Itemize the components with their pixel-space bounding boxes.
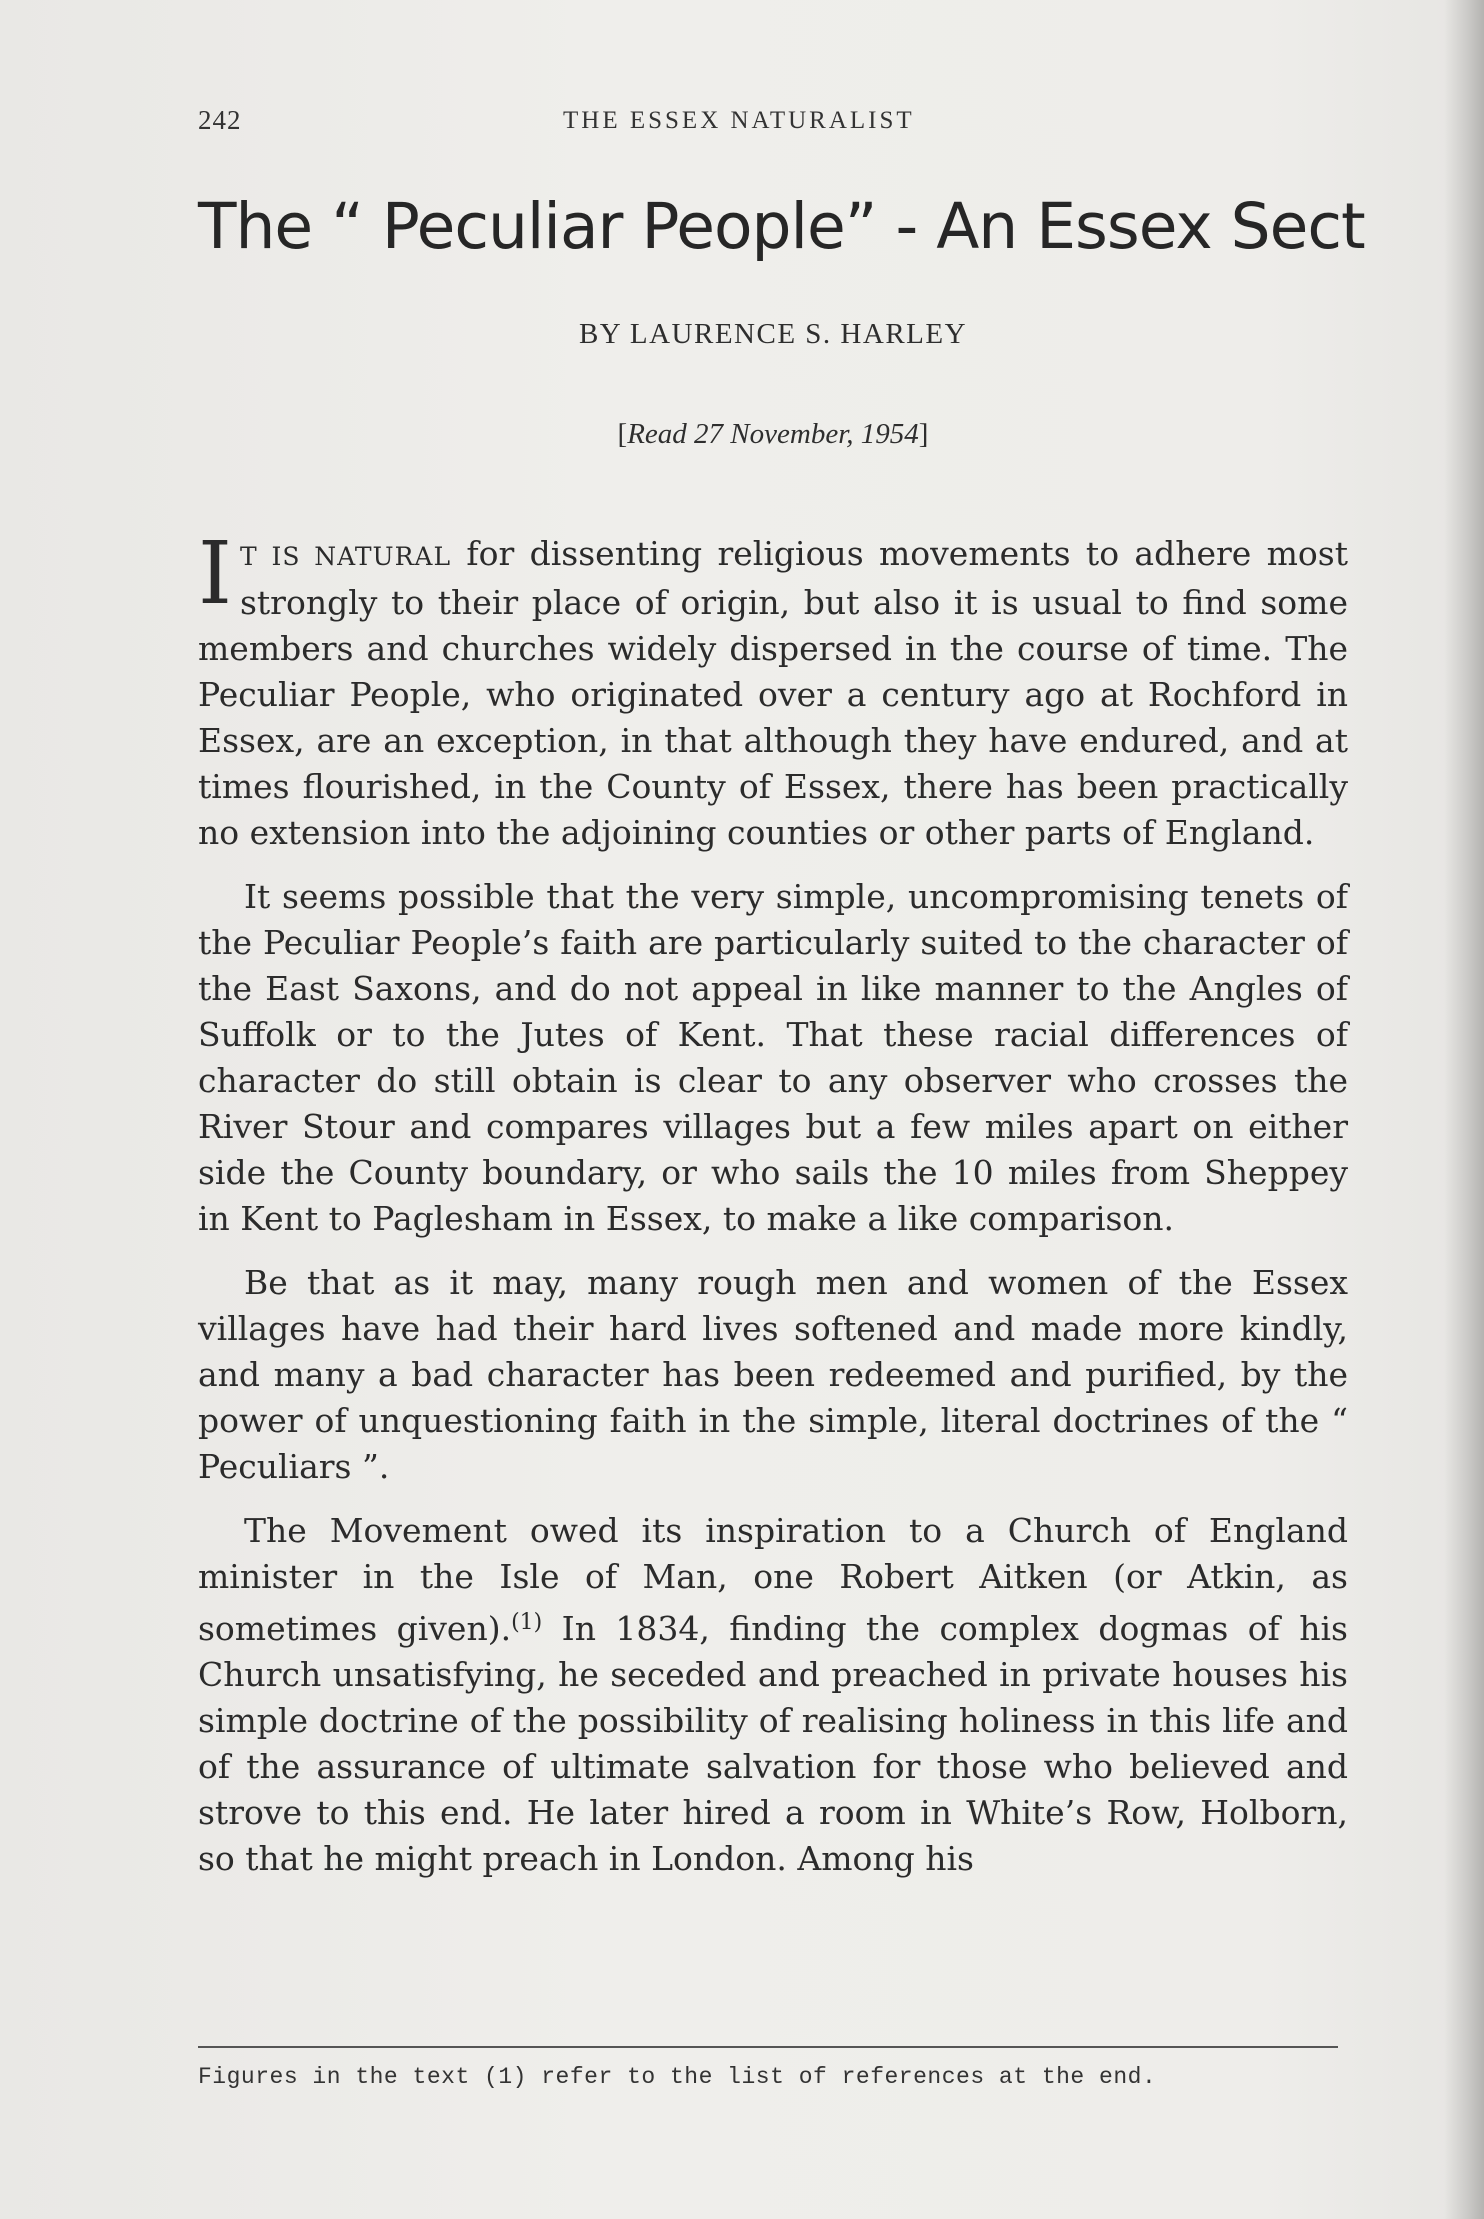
footnote-divider [198, 2046, 1338, 2048]
read-date [198, 418, 1348, 451]
running-head [198, 105, 1338, 145]
paragraph-1 [198, 524, 1348, 856]
article-title: The “ Peculiar People” - An Essex Sect [198, 190, 1365, 263]
read-date-open-bracket: [ [617, 418, 628, 450]
read-date-close-bracket: ] [918, 418, 929, 450]
paragraph-1-text: for dissenting religious movements to adhere most strongly to their place of origin, but also it is usual to find some members and churches widely dispersed in the course of time. The Peculiar People, who originated over a century ago at Rochford in Essex, are an exception, in that although they have endured, and at times flourished, in the County of Essex, there has been practically no extension into the adjoining counties or other parts of England. [198, 534, 1348, 852]
paragraph-4 [198, 1508, 1348, 1882]
article-byline: BY LAURENCE S. HARLEY [578, 318, 968, 350]
page-edge-shadow [1444, 0, 1484, 2219]
footnote: Figures in the text (1) refer to the list of references at the end. [198, 2064, 1157, 2090]
paragraph-2: It seems possible that the very simple, uncompromising tenets of the Peculiar People’s faith are particularly suited to the character of the East Saxons, and do not appeal in like manner to the Angles of Suffolk or to the Jutes of Kent. That these racial differences of character do still obtain is clear to any observer who crosses the River Stour and compares villages but a few miles apart on either side the County boundary, or who sails the 10 miles from Sheppey in Kent to Paglesham in Essex, to make a like comparison. [198, 877, 1348, 1238]
paragraph-4-text-before: The Movement owed its inspiration to a Church of England minister in the Isle of Man, one Robert Aitken (or Atkin, as sometimes given). [198, 1511, 1348, 1648]
paragraph-4-text-after: In 1834, finding the complex dogmas of his Church unsatisfying, he seceded and preached in private houses his simple doctrine of the possibility of realising holiness in this life and of the assurance of ultimate salvation for those who believed and strove to this end. He later hired a room in White’s Row, Holborn, so that he might preach in London. Among his [198, 1609, 1348, 1878]
paragraph-1-lead-in: T IS NATURAL [239, 542, 452, 571]
paragraph-3: Be that as it may, many rough men and women of the Essex villages have had their hard lives softened and made more kindly, and many a bad character has been redeemed and purified, by the power of unquestioning faith in the simple, literal doctrines of the “ Peculiars ”. [198, 1263, 1348, 1486]
drop-cap: I [198, 524, 232, 624]
page-number: 242 [198, 105, 242, 135]
read-date-text: Read 27 November, 1954 [627, 418, 919, 450]
journal-name: THE ESSEX NATURALIST [563, 107, 915, 134]
article-body [198, 524, 1348, 1900]
reference-marker: (1) [511, 1610, 543, 1635]
